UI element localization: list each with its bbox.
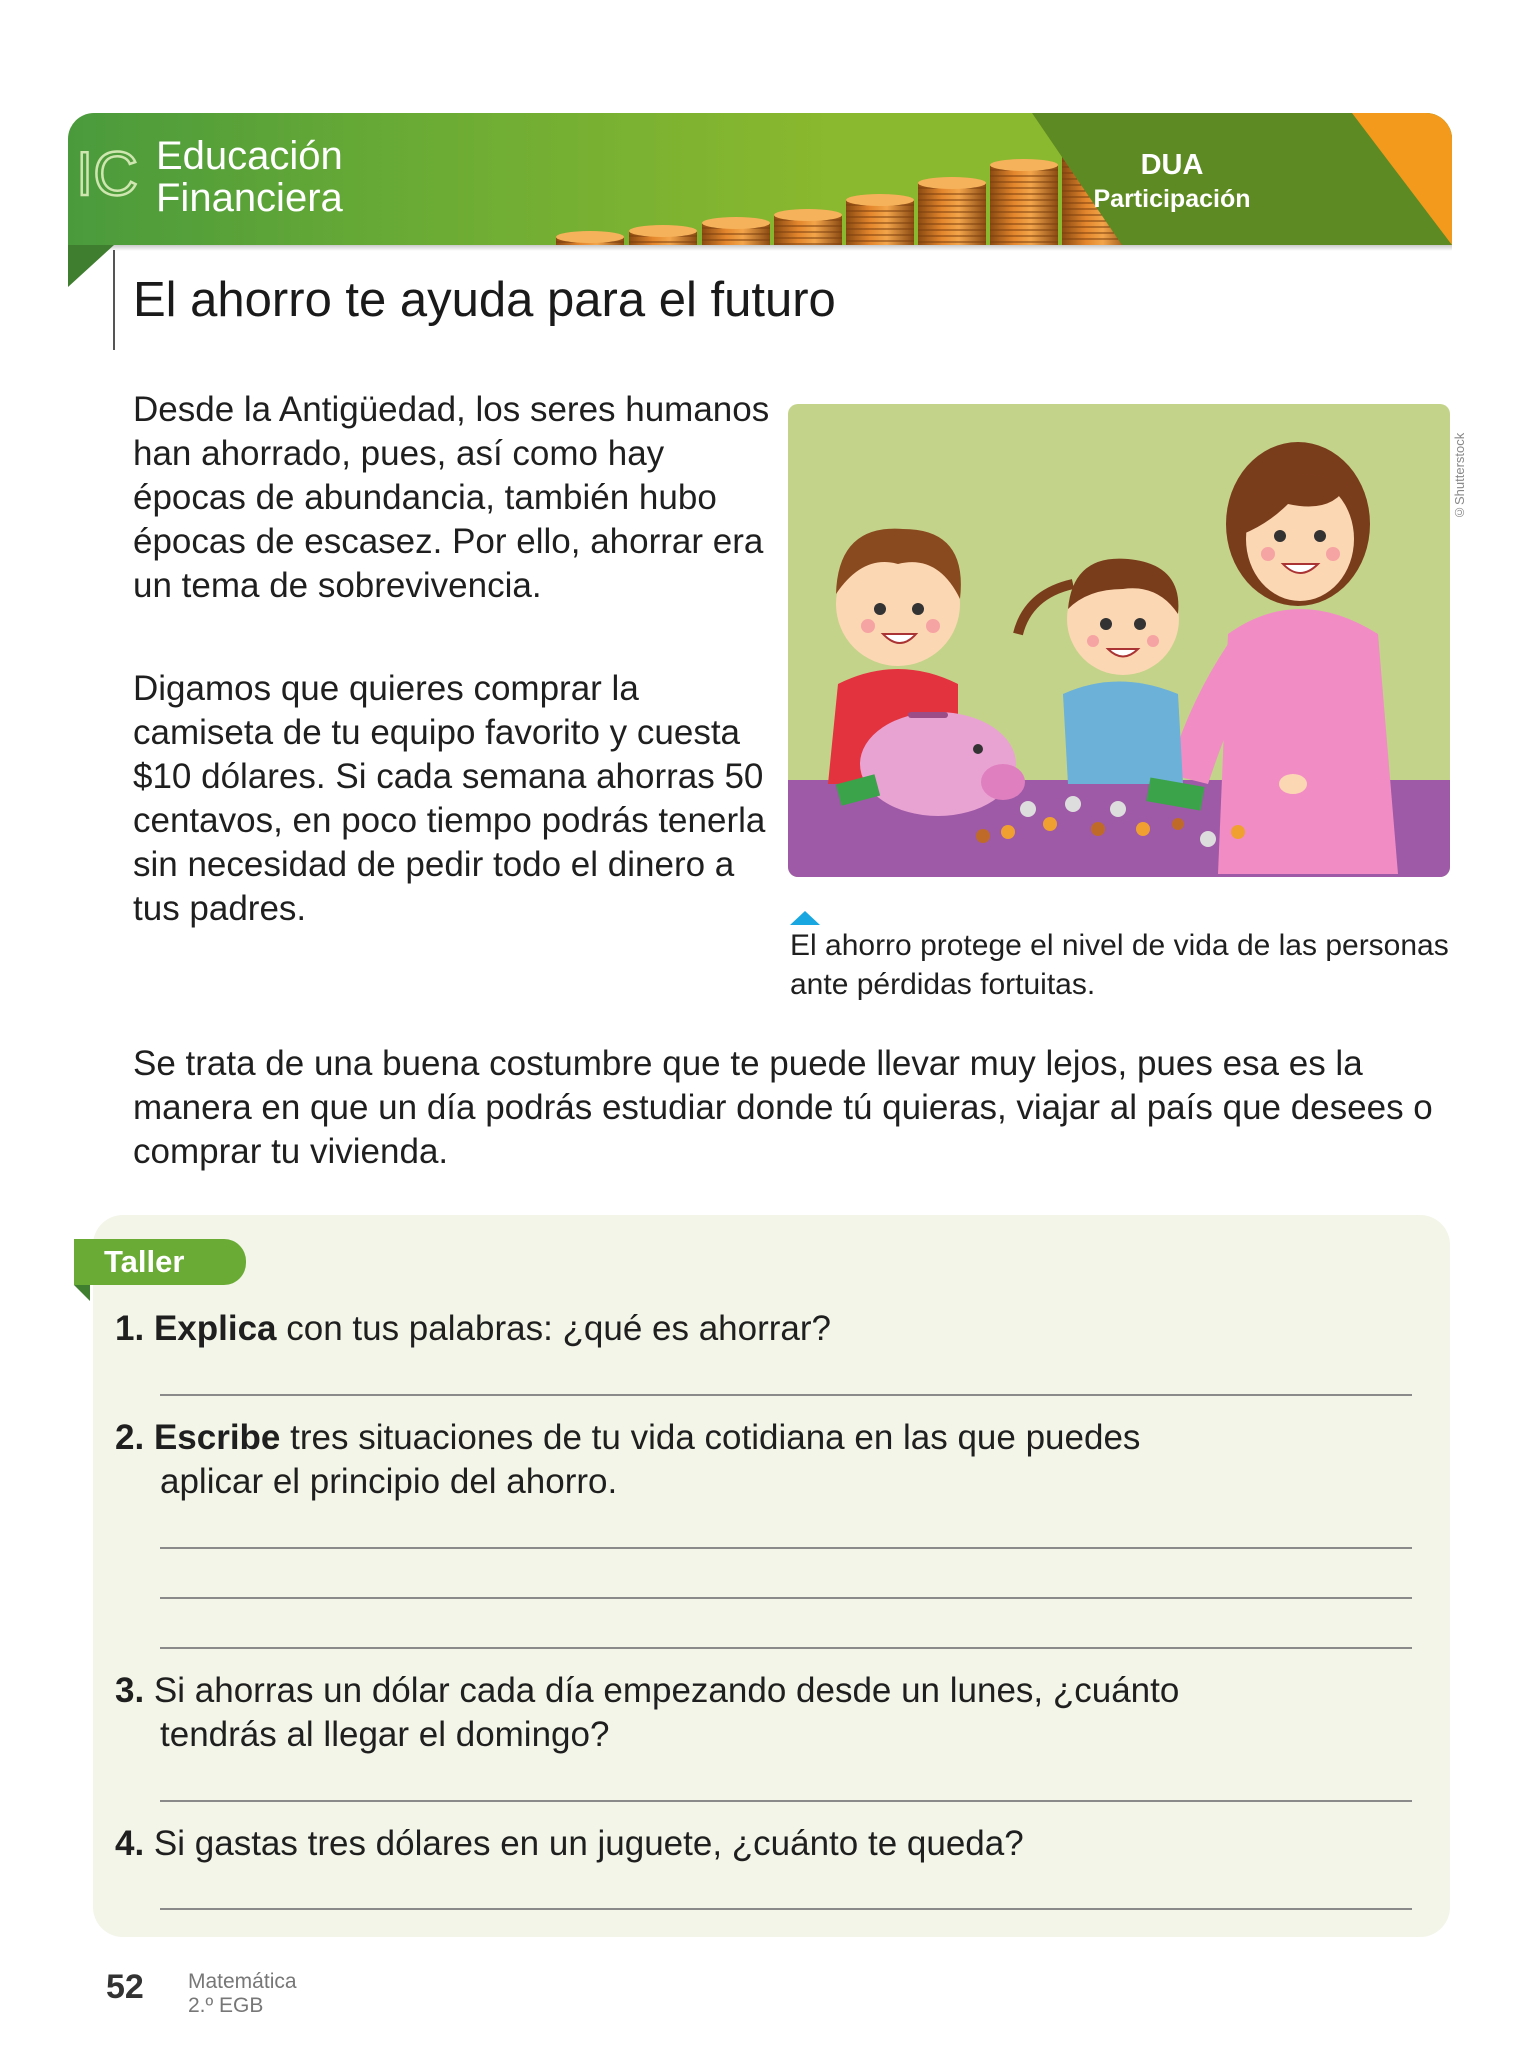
svg-text:IC: IC xyxy=(76,143,138,203)
question-4-number: 4. xyxy=(115,1824,145,1863)
question-3 xyxy=(115,1669,1179,1713)
footer-grade: 2.º EGB xyxy=(188,1994,264,2017)
section-title xyxy=(156,135,343,219)
family-saving-illustration xyxy=(788,404,1450,877)
answer-line-3[interactable] xyxy=(160,1800,1412,1802)
question-2-text: tres situaciones de tu vida cotidiana en las que puedes xyxy=(280,1418,1141,1457)
banner-shadow xyxy=(68,245,1452,251)
section-banner xyxy=(68,113,1452,245)
paragraph-2: Digamos que quieres comprar la camiseta de tu equipo favorito y cuesta $10 dólares. Si cada semana ahorras 50 centavos, en poco tiempo podrás tenerla sin necesidad de pedir todo el dinero a tus padres. xyxy=(133,669,766,928)
question-1-number: 1. xyxy=(115,1309,145,1348)
answer-line-2b[interactable] xyxy=(160,1597,1412,1599)
taller-fold xyxy=(74,1285,90,1301)
answer-line-4[interactable] xyxy=(160,1908,1412,1910)
coin-top xyxy=(629,225,697,237)
taller-label: Taller xyxy=(74,1239,246,1285)
coin-top xyxy=(774,209,842,221)
question-1 xyxy=(115,1307,831,1351)
question-1-verb: Explica xyxy=(153,1309,277,1348)
footer-subject: Matemática xyxy=(188,1970,297,1993)
question-4 xyxy=(115,1822,1024,1866)
coin-top xyxy=(556,231,624,243)
question-1-text: con tus palabras: ¿qué es ahorrar? xyxy=(276,1309,831,1348)
dua-subtitle: Participación xyxy=(1093,185,1251,213)
paragraph-1: Desde la Antigüedad, los seres humanos han ahorrado, pues, así como hay épocas de abundancia, también hubo épocas de escasez. Por ello, ahorrar era un tema de sobrevivencia. xyxy=(133,390,770,605)
question-4-text: Si gastas tres dólares en un juguete, ¿cuánto te queda? xyxy=(144,1824,1024,1863)
question-2 xyxy=(115,1416,1140,1460)
answer-line-2c[interactable] xyxy=(160,1647,1412,1649)
question-3-line2: tendrás al llegar el domingo? xyxy=(160,1715,610,1754)
section-title-line2: Financiera xyxy=(156,176,343,220)
coin-stack xyxy=(990,165,1058,245)
question-3-text: Si ahorras un dólar cada día empezando desde un lunes, ¿cuánto xyxy=(144,1671,1180,1710)
question-2-line2: aplicar el principio del ahorro. xyxy=(160,1462,618,1501)
paragraph-3: Se trata de una buena costumbre que te puede llevar muy lejos, pues esa es la manera en que un día podrás estudiar donde tú quieras, viajar al país que desees o comprar tu vivienda. xyxy=(133,1044,1433,1171)
caption-arrow-icon xyxy=(790,911,820,925)
answer-line-2a[interactable] xyxy=(160,1547,1412,1549)
banner-fold xyxy=(68,245,114,287)
ic-logo-icon xyxy=(76,143,156,203)
question-2-verb: Escribe xyxy=(153,1418,281,1457)
question-3-number: 3. xyxy=(115,1671,145,1710)
title-rule xyxy=(113,250,115,350)
page-title: El ahorro te ayuda para el futuro xyxy=(133,273,836,327)
coin-top xyxy=(846,194,914,206)
coin-top xyxy=(918,177,986,189)
image-caption: El ahorro protege el nivel de vida de las personas ante pérdidas fortuitas. xyxy=(790,929,1449,1001)
coin-top xyxy=(990,159,1058,171)
answer-line-1[interactable] xyxy=(160,1394,1412,1396)
dua-title: DUA xyxy=(1140,149,1204,181)
coin-top xyxy=(702,217,770,229)
question-2-number: 2. xyxy=(115,1418,145,1457)
section-title-line1: Educación xyxy=(156,134,343,178)
image-credit: ©Shutterstock xyxy=(1452,432,1467,520)
page-number: 52 xyxy=(106,1968,144,2006)
